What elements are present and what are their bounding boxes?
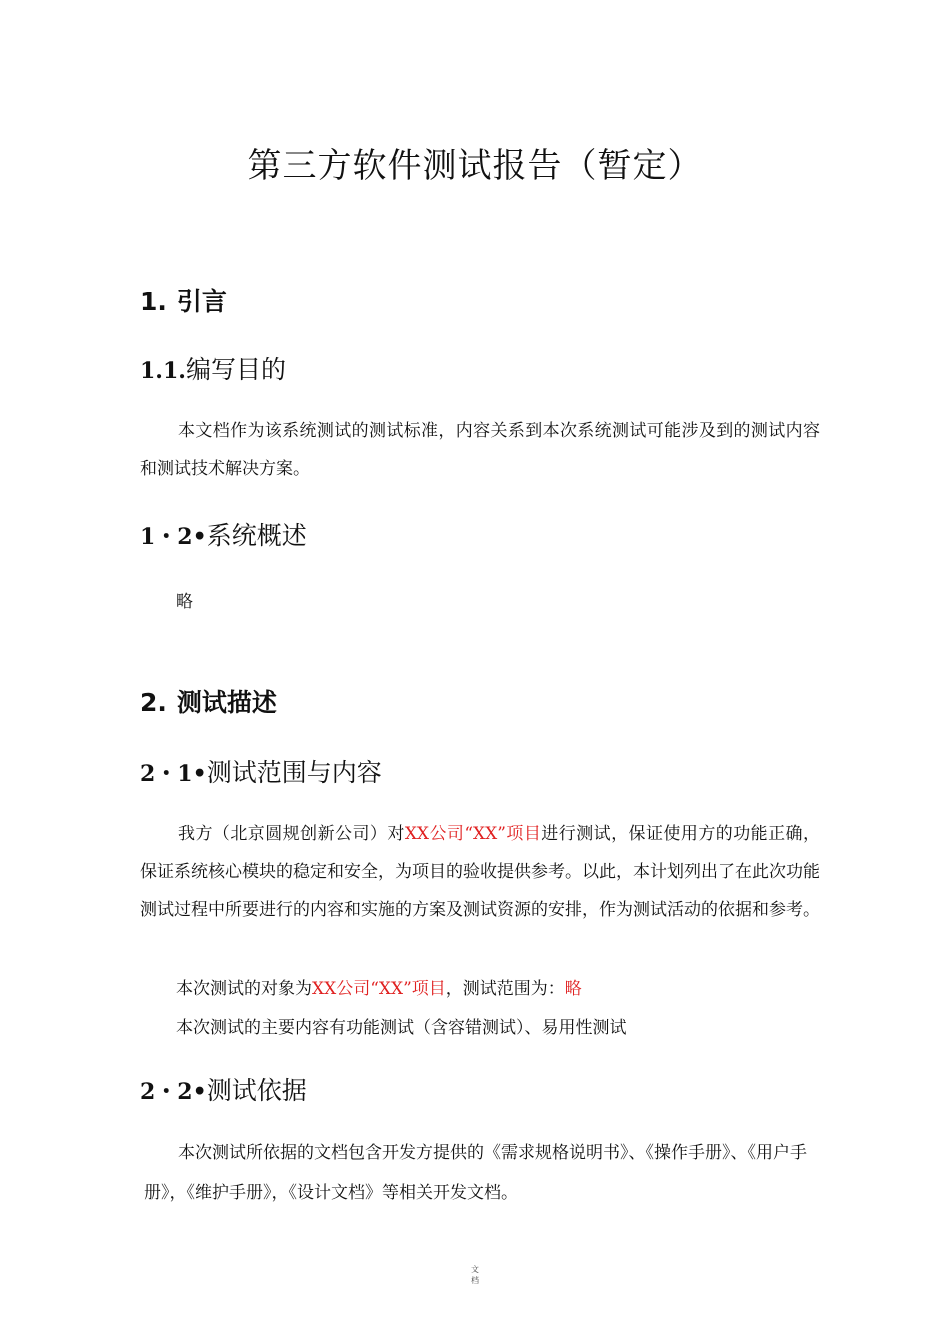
footer-line-2: 档 [471, 1276, 479, 1285]
section-1-1-title: 编写目的 [185, 355, 286, 384]
test-object-highlight: XX公司“XX”项目 [312, 979, 446, 999]
section-2-2-heading [140, 1071, 307, 1107]
section-2-heading [140, 683, 277, 719]
section-2-1-title: 测试范围与内容 [206, 758, 382, 787]
section-2-2-body: 本次测试所依据的文档包含开发方提供的《需求规格说明书》、《操作手册》、《用户手册》，《维护手册》，《设计文档》等相关开发文档。 [144, 1143, 807, 1203]
section-2-number: 2. [140, 688, 167, 717]
project-name-highlight: XX公司“XX”项目 [404, 824, 542, 844]
section-1-2-body: 略 [176, 592, 193, 612]
section-1-2-title: 系统概述 [206, 521, 307, 550]
section-2-1-p2-text-b: ，测试范围为： [445, 979, 565, 999]
document-title: 第三方软件测试报告（暂定） [247, 146, 703, 186]
section-2-title: 测试描述 [176, 688, 277, 717]
footer-line-1: 文 [471, 1265, 479, 1274]
section-1-2-number: 1・2• [140, 524, 207, 550]
section-1-1-body: 本文档作为该系统测试的测试标准，内容关系到本次系统测试可能涉及到的测试内容和测试技术解决方案。 [140, 421, 820, 479]
section-1-1-number: 1.1. [140, 358, 186, 384]
section-2-2-number: 2・2• [140, 1079, 207, 1105]
section-1-number: 1. [140, 287, 167, 316]
section-2-1-p1-text-a: 我方（北京圆规创新公司）对 [178, 824, 405, 844]
test-scope-highlight: 略 [564, 979, 582, 999]
section-1-2-heading [140, 516, 307, 552]
section-1-title: 引言 [176, 287, 227, 316]
section-2-1-p2-text-a: 本次测试的对象为 [176, 979, 312, 999]
section-2-1-paragraph-2 [176, 974, 582, 999]
page-footer [0, 1264, 950, 1286]
section-2-1-paragraph-1 [140, 815, 820, 929]
section-2-1-number: 2・1• [140, 761, 207, 787]
section-2-1-p1-text-b: 进行测试，保证使用方的功能正确，保证系统核心模块的稳定和安全，为项目的验收提供参考。以此，本计划列出了在此次功能测试过程中所要进行的内容和实施的方案及测试资源的安排，作为测试活动的依据和参考。 [140, 824, 821, 920]
section-1-heading [140, 282, 227, 318]
section-2-1-heading [140, 753, 382, 789]
section-1-1-heading [140, 350, 286, 386]
section-2-2-title: 测试依据 [206, 1076, 307, 1105]
section-2-1-paragraph-3: 本次测试的主要内容有功能测试（含容错测试）、易用性测试 [176, 1018, 627, 1038]
